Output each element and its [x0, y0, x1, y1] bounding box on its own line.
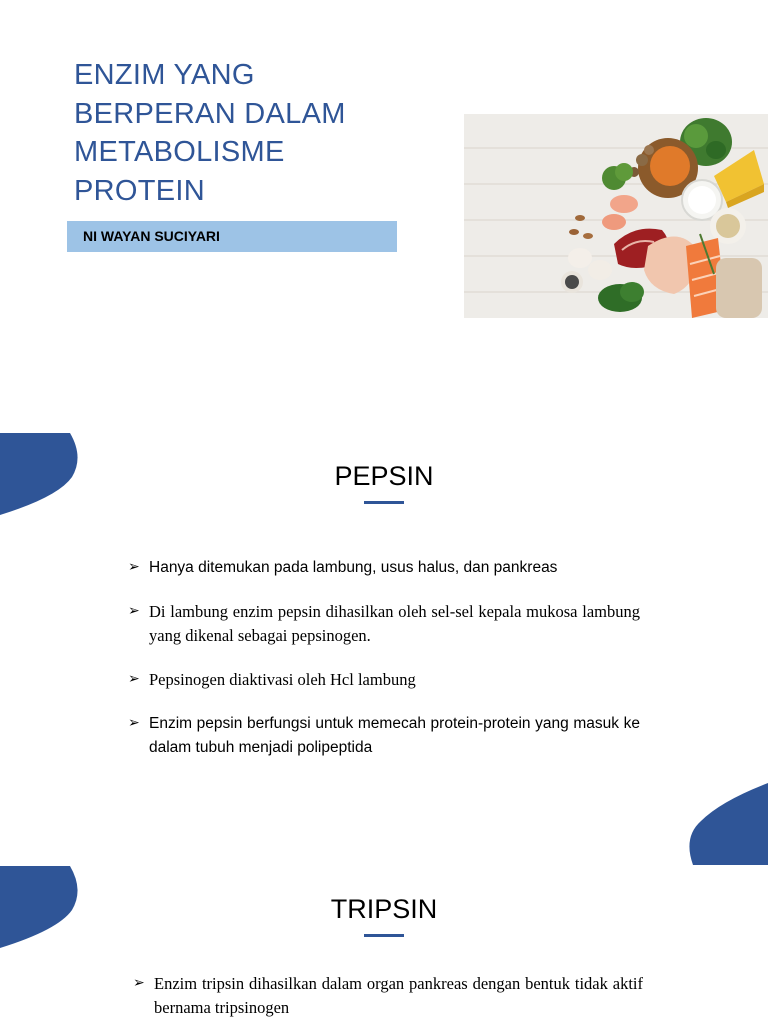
list-item	[128, 600, 640, 648]
food-protein-photo	[464, 114, 768, 318]
slide-heading-pepsin: PEPSIN	[334, 461, 434, 491]
bullet-text: Enzim pepsin berfungsi untuk memecah protein-protein yang masuk ke dalam tubuh menjadi polipeptida	[149, 715, 640, 756]
title-line: PROTEIN	[74, 174, 205, 207]
title-line: METABOLISME	[74, 136, 285, 168]
decorative-blob-bottom-right	[689, 783, 768, 865]
arrow-bullet-icon: ➢	[128, 559, 140, 575]
pepsin-slide	[0, 433, 768, 865]
title-line: BERPERAN DALAM	[74, 97, 346, 130]
bullet-text: Hanya ditemukan pada lambung, usus halus, dan pankreas	[149, 559, 558, 576]
list-item	[128, 668, 640, 692]
presentation-title	[74, 56, 394, 210]
title-slide	[0, 0, 768, 432]
bullet-text: Pepsinogen diaktivasi oleh Hcl lambung	[149, 670, 416, 689]
tripsin-bullet-list	[133, 972, 643, 1024]
slide-heading-tripsin: TRIPSIN	[330, 894, 438, 924]
tripsin-slide	[0, 866, 768, 1024]
list-item	[128, 556, 640, 580]
arrow-bullet-icon: ➢	[133, 975, 145, 991]
heading-underline	[364, 501, 404, 504]
title-line: ENZIM YANG	[74, 59, 255, 91]
arrow-bullet-icon: ➢	[128, 603, 140, 619]
bullet-text: Di lambung enzim pepsin dihasilkan oleh sel-sel kepala mukosa lambung yang dikenal sebagai pepsinogen.	[149, 602, 640, 645]
author-name: NI WAYAN SUCIYARI	[67, 221, 397, 252]
pepsin-bullet-list	[128, 556, 640, 780]
arrow-bullet-icon: ➢	[128, 715, 140, 731]
bullet-text: Enzim tripsin dihasilkan dalam organ pankreas dengan bentuk tidak aktif bernama tripsinogen	[154, 974, 643, 1017]
list-item	[133, 972, 643, 1020]
heading-underline	[364, 934, 404, 937]
list-item	[128, 712, 640, 760]
arrow-bullet-icon: ➢	[128, 671, 140, 687]
